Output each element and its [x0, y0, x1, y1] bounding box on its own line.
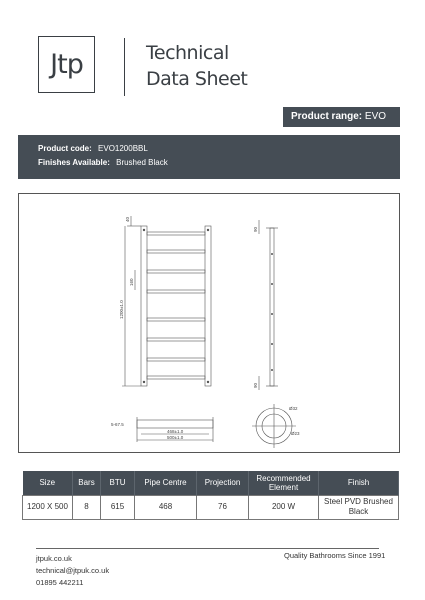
footer-contact — [36, 553, 109, 589]
table-row — [23, 495, 399, 519]
product-range-badge — [283, 107, 400, 127]
logo-text: Jtp — [50, 49, 83, 80]
technical-drawing — [18, 193, 400, 453]
cell-bars: 8 — [73, 495, 101, 519]
footer-tagline: Quality Bathrooms Since 1991 — [284, 551, 386, 560]
document-title — [146, 40, 247, 92]
cell-recommended-element: 200 W — [249, 495, 319, 519]
cell-btu: 615 — [101, 495, 135, 519]
cell-size: 1200 X 500 — [23, 495, 73, 519]
title-line-1: Technical — [146, 42, 229, 64]
jtp-logo — [38, 36, 95, 93]
col-recommended-element: Recommended Element — [249, 471, 319, 495]
product-code-value: EVO1200BBL — [98, 144, 148, 153]
col-bars: Bars — [73, 471, 101, 495]
footer-divider — [36, 548, 379, 549]
dim-pipe-centre: 468±1.0 — [167, 429, 184, 434]
footer-phone: 01895 442211 — [36, 578, 84, 587]
dim-side-top: 90 — [253, 226, 258, 232]
footer-email[interactable]: technical@jtpuk.co.uk — [36, 566, 110, 575]
spec-table-header-row — [23, 471, 399, 495]
product-info-bar — [18, 135, 400, 179]
spec-table — [22, 471, 399, 520]
product-range-label: Product range: — [291, 111, 363, 122]
dim-projection: Ø32 — [289, 406, 298, 411]
col-btu: BTU — [101, 471, 135, 495]
dim-top: 40 — [125, 216, 130, 222]
cell-projection: 76 — [197, 495, 249, 519]
dim-small: 5-67.5 — [111, 422, 124, 427]
side-profile — [270, 228, 274, 386]
finishes-value: Brushed Black — [116, 158, 168, 167]
drawing-svg — [19, 194, 399, 452]
footer-website[interactable]: jtpuk.co.uk — [36, 554, 72, 563]
product-code-label: Product code: — [38, 144, 92, 153]
dim-height: 1200±1.0 — [119, 300, 124, 319]
left-rail — [141, 226, 147, 386]
finishes-row — [38, 156, 400, 170]
dim-width: 500±1.0 — [167, 435, 184, 440]
col-finish: Finish — [319, 471, 399, 495]
header-divider — [124, 38, 125, 96]
dim-side-bottom: 90 — [253, 382, 258, 388]
towel-bars — [147, 232, 205, 379]
dim-ring: Ø23 — [291, 431, 300, 436]
product-range-value: EVO — [364, 111, 387, 122]
col-pipe-centre: Pipe Centre — [135, 471, 197, 495]
col-size: Size — [23, 471, 73, 495]
cell-finish: Steel PVD Brushed Black — [319, 495, 399, 519]
right-rail — [205, 226, 211, 386]
cell-pipe-centre: 468 — [135, 495, 197, 519]
title-line-2: Data Sheet — [146, 68, 248, 90]
finishes-label: Finishes Available: — [38, 158, 110, 167]
dim-bar-spacing: 160 — [129, 278, 134, 286]
col-projection: Projection — [197, 471, 249, 495]
plan-view — [137, 420, 213, 428]
product-code-row — [38, 142, 400, 156]
